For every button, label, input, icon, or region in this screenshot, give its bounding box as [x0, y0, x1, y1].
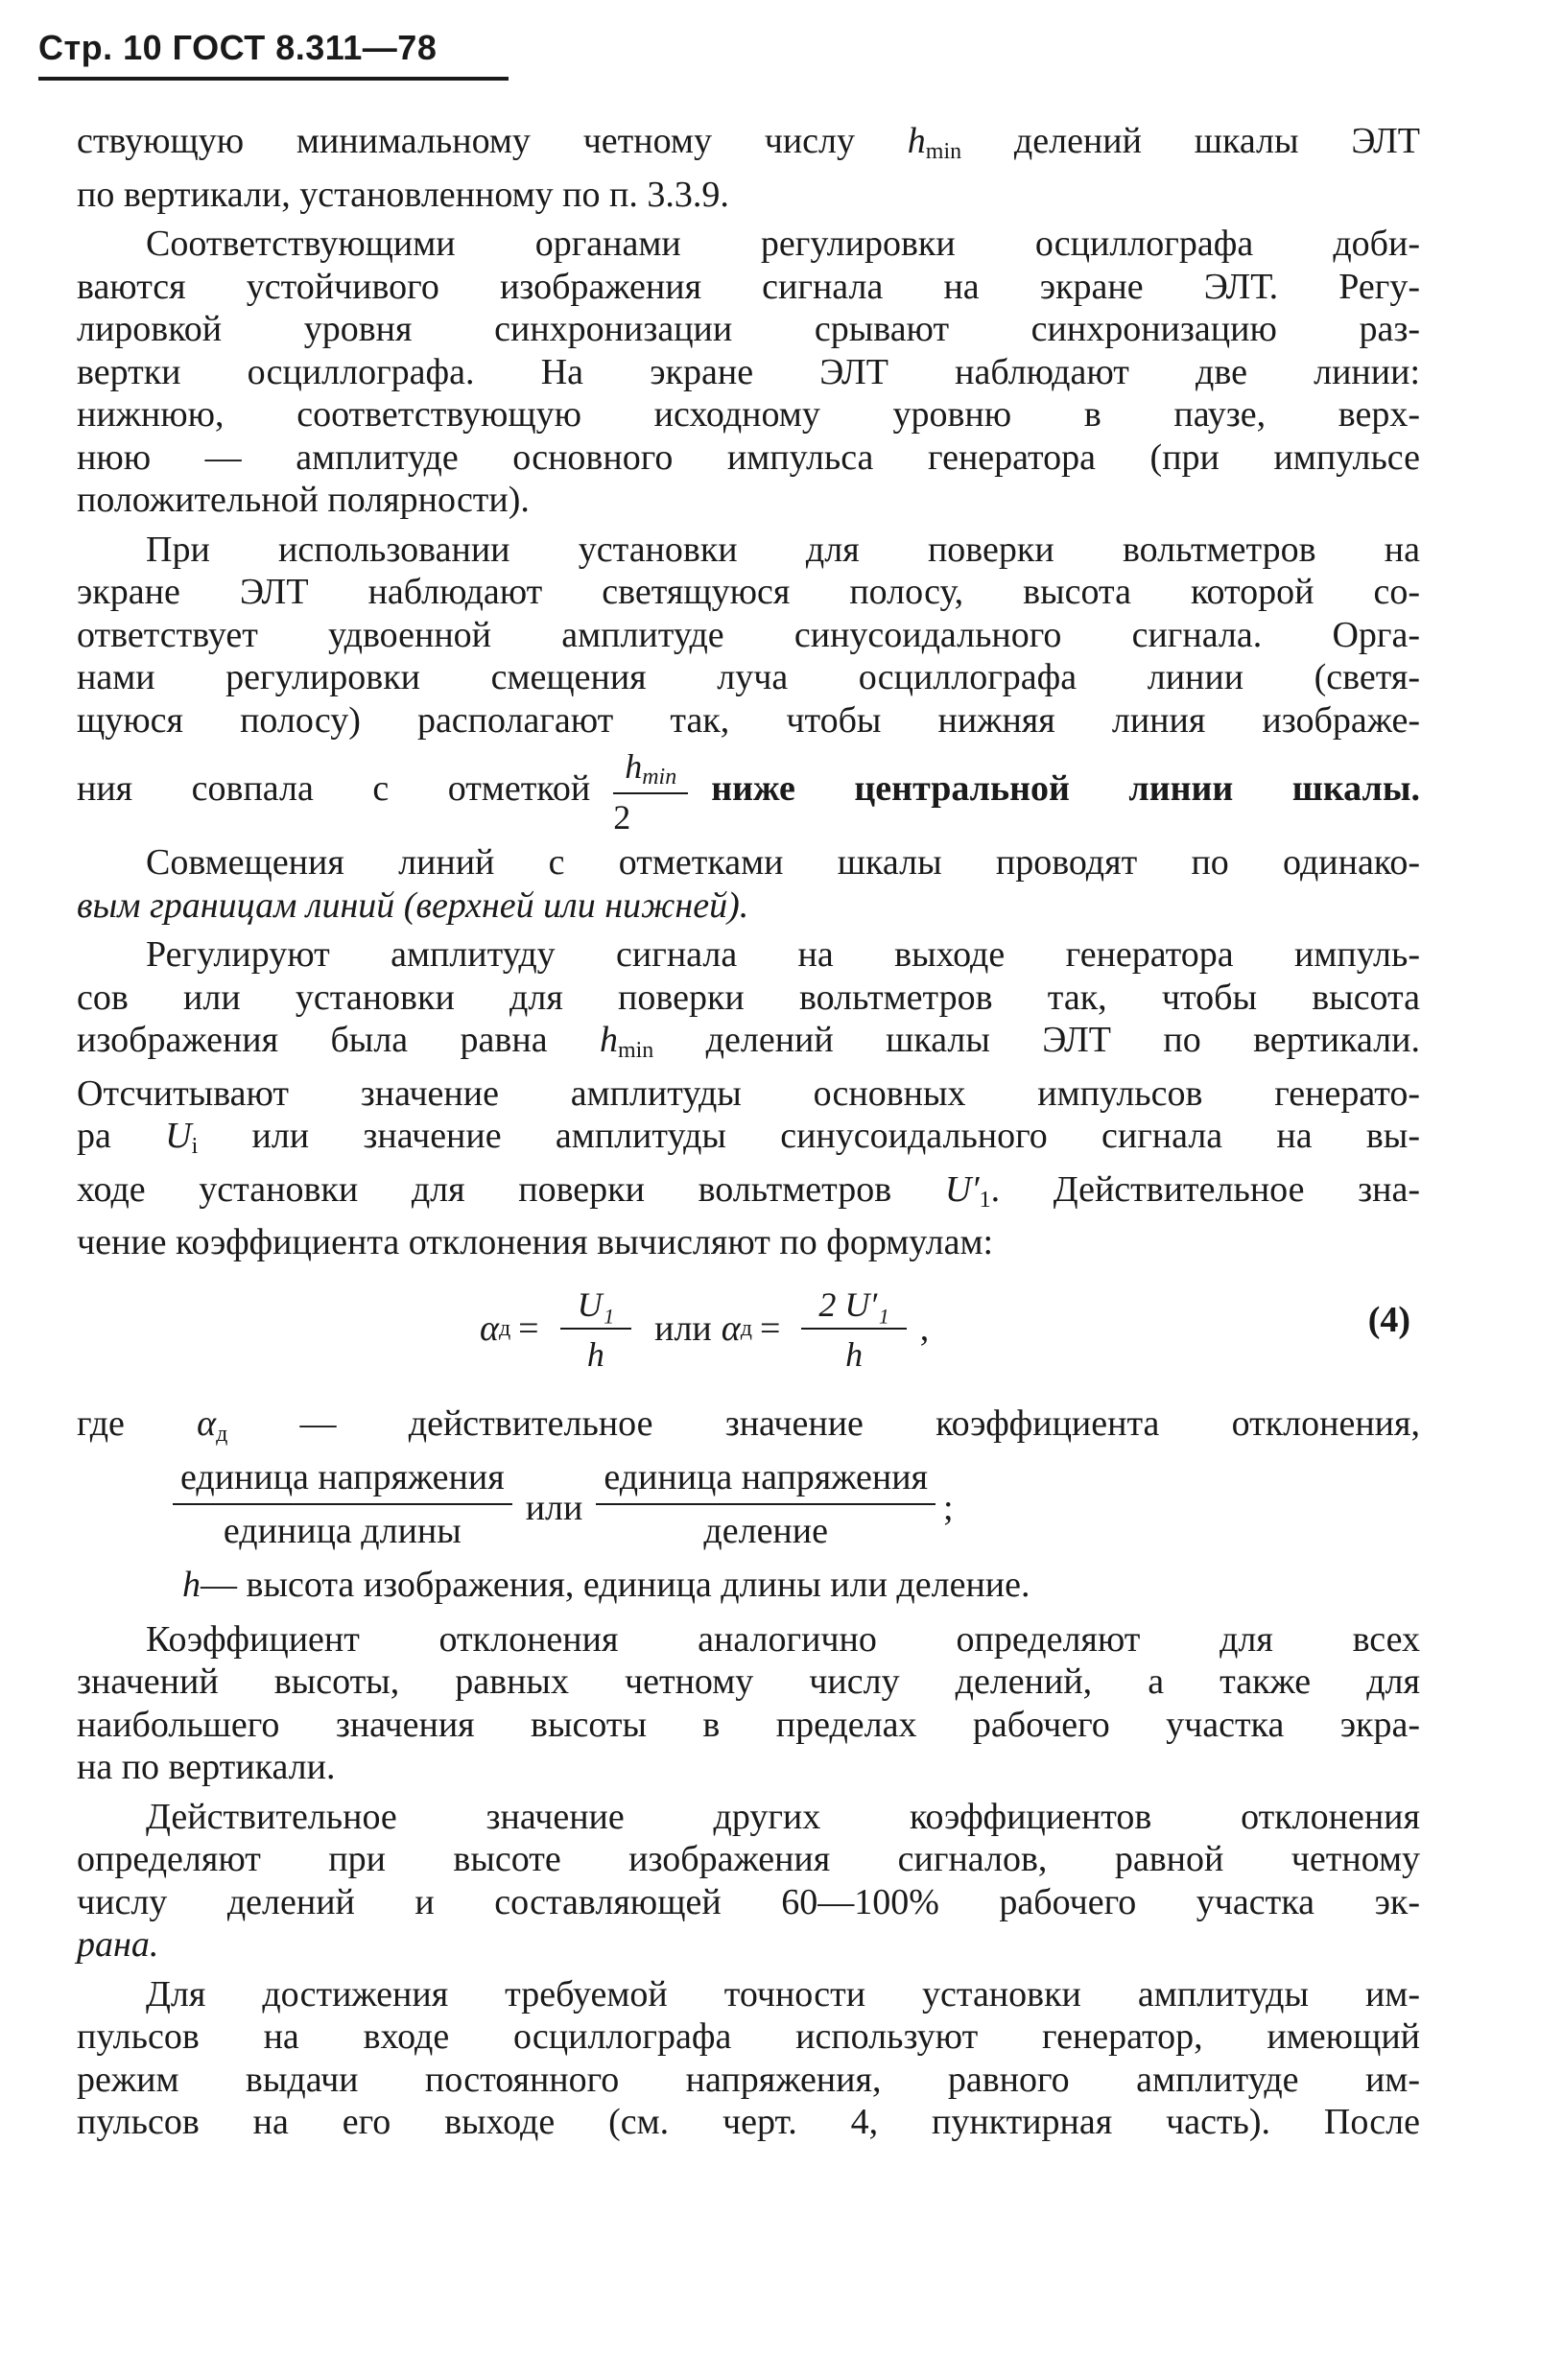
text-line: на по вертикали. — [77, 1747, 336, 1788]
unit-fraction-voltage-per-length: $\frac{\text{единица напряжения}}{\text{единица длины}}$ — [173, 1457, 512, 1552]
text-line: экране ЭЛТ наблюдают светящуюся полосу, высота которой со- — [77, 572, 1420, 612]
text-line: значений высоты, равных четному числу делений, а также для — [77, 1661, 1420, 1703]
paragraph-coefficient-all-heights — [77, 1618, 1420, 1789]
formula-4 — [77, 1278, 1420, 1393]
text-line: Соответствующими органами регулировки осциллографа доби- — [146, 224, 1420, 264]
text-line: Коэффициент отклонения аналогично определяют для всех — [146, 1618, 1420, 1660]
text-line: определяют при высоте изображения сигналов, равной четному — [77, 1839, 1420, 1880]
text-line: Совмещения линий с отметками шкалы проводят по одинако- — [146, 842, 1420, 883]
text-line: изображения была равна $h_{min}$ делений шкалы ЭЛТ по вертикали. — [77, 1020, 1420, 1063]
text-line: ответствует удвоенной амплитуде синусоидального сигнала. Орга- — [77, 614, 1420, 655]
text-line: наибольшего значения высоты в пределах рабочего участка экра- — [77, 1704, 1420, 1745]
paragraph-amplitude-adjustment — [77, 933, 1420, 1264]
text-line: пульсов на входе осциллографа используют генератор, имеющий — [77, 2016, 1420, 2058]
text-line: Действительное значение других коэффициентов отклонения — [146, 1796, 1420, 1837]
text-line: При использовании установки для поверки вольтметров на — [146, 529, 1420, 570]
paragraph-line-alignment — [77, 841, 1420, 927]
text-line: нюю — амплитуде основного импульса генератора (при импульсе — [77, 436, 1420, 478]
text-line: по вертикали, установленному по п. 3.3.9. — [77, 174, 729, 215]
text-line: ра $U_i$ или значение амплитуды синусоидального сигнала на вы- — [77, 1116, 1420, 1159]
paragraph-sync-adjustment — [77, 223, 1420, 522]
text-line: вертки осциллографа. На экране ЭЛТ наблюдают две линии: — [77, 351, 1420, 392]
text-line: рана. — [77, 1924, 159, 1966]
alpha-symbol: α — [480, 1308, 499, 1350]
page-header — [38, 27, 509, 81]
text-line: ходе установки для поверки вольтметров $U'_1$. Действительное зна- — [77, 1168, 1421, 1213]
text-line: лировкой уровня синхронизации срывают синхронизацию раз- — [77, 309, 1420, 349]
paragraph-other-coefficients — [77, 1796, 1420, 1967]
text-line: где $\alpha_д$ — действительное значение коэффициента отклонения, — [77, 1402, 1420, 1447]
formula-expression: α д = $\frac{\text{U₁}}{h}$ или α д = $\frac{\text{2 U′₁}}{h}$ , — [480, 1284, 930, 1374]
text-line: нижнюю, соответствующую исходному уровню в паузе, верх- — [77, 394, 1420, 435]
text-line: ваются устойчивого изображения сигнала на экране ЭЛТ. Регу- — [77, 266, 1420, 307]
document-body — [77, 120, 1420, 2151]
text-line: чение коэффициента отклонения вычисляют по формулам: — [77, 1222, 994, 1262]
text-line: нами регулировки смещения луча осциллографа линии (светя- — [77, 657, 1420, 697]
formula-legend — [77, 1402, 1420, 1456]
text-line: вым границам линий (верхней или нижней). — [77, 884, 749, 926]
paragraph-voltmeter-setup — [77, 529, 1420, 836]
text-line-with-fraction: ния совпала с отметкой $\frac{h_{min}}{2}$ ниже центральной линии шкалы. — [77, 747, 1420, 837]
unit-fractions: $\frac{\text{единица напряжения}}{\text{единица длины}}$ или $\frac{\text{единица напряжения}}{\text{деление}}$ ; — [173, 1457, 1420, 1552]
text-line: щуюся полосу) располагают так, чтобы нижняя линия изображе- — [77, 699, 1420, 741]
fraction-2u1-over-h: $\frac{\text{2 U′₁}}{h}$ — [801, 1287, 906, 1372]
text-line: Отсчитывают значение амплитуды основных импульсов генерато- — [77, 1072, 1420, 1114]
text-line: сов или установки для поверки вольтметров так, чтобы высота — [77, 977, 1420, 1018]
text-line: режим выдачи постоянного напряжения, равного амплитуде им- — [77, 2059, 1420, 2100]
paragraph-accuracy — [77, 1973, 1420, 2144]
text-line: пульсов на его выходе (см. черт. 4, пунктирная часть). После — [77, 2102, 1420, 2143]
text-line: положительной полярности). — [77, 480, 530, 520]
fraction-u1-over-h: $\frac{\text{U₁}}{h}$ — [560, 1287, 632, 1372]
unit-fraction-voltage-per-division: $\frac{\text{единица напряжения}}{\text{деление}}$ — [596, 1457, 935, 1552]
text-line: Регулируют амплитуду сигнала на выходе генератора импуль- — [146, 934, 1420, 975]
fraction-hmin-over-2: $\frac{h_{min}}{2}$ — [613, 749, 688, 835]
text-line: Для достижения требуемой точности установки амплитуды им- — [146, 1973, 1420, 2015]
text-line: числу делений и составляющей 60—100% рабочего участка эк- — [77, 1881, 1420, 1922]
text-line: ствующую минимальному четному числу $h_{min}$ делений шкалы ЭЛТ — [77, 121, 1421, 164]
header-text: Стр. 10 ГОСТ 8.311—78 — [38, 28, 438, 67]
paragraph-continuation — [77, 120, 1420, 216]
formula-number: (4) — [1367, 1299, 1410, 1340]
h-definition: h— высота изображения, единица длины или деление. — [182, 1565, 1030, 1606]
